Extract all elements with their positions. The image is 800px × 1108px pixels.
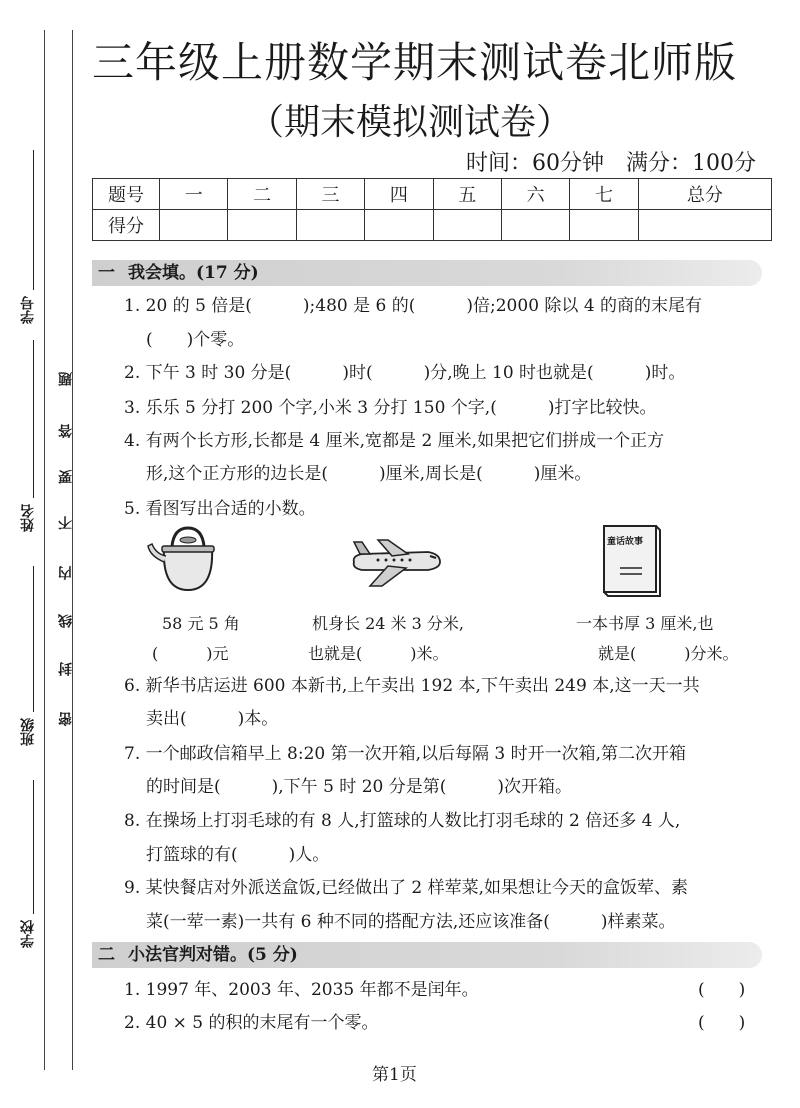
pic-caption: 一本书厚 3 厘米,也 xyxy=(576,614,714,633)
question-line: 形,这个正方形的边长是( )厘米,周长是( )厘米。 xyxy=(146,464,592,484)
book-cover-text: 童话故事 xyxy=(607,537,644,547)
seal-char-2: 答 xyxy=(58,424,74,438)
question-line: 1. 20 的 5 倍是( );480 是 6 的( )倍;2000 除以 4 的商的末尾有 xyxy=(124,296,703,316)
question-line: ( )个零。 xyxy=(146,330,245,350)
pic-caption: 也就是( )米。 xyxy=(308,644,449,663)
question-line: 3. 乐乐 5 分打 200 个字,小米 3 分打 150 个字,( )打字比较快。 xyxy=(124,398,657,418)
section-1-title: 我会填。(17 分) xyxy=(128,263,259,283)
question-line: 菜(一荤一素)一共有 6 种不同的搭配方法,还应该准备( )样素菜。 xyxy=(146,912,676,932)
student-id-label: 学号 xyxy=(20,296,36,324)
question-line: 5. 看图写出合适的小数。 xyxy=(124,499,316,519)
score-input-cell[interactable] xyxy=(160,210,228,241)
score-cell: 五 xyxy=(433,179,501,210)
school-label: 学校 xyxy=(20,920,36,948)
section-2-number: 二 xyxy=(98,945,115,965)
score-table xyxy=(92,178,772,241)
score-cell: 一 xyxy=(160,179,228,210)
score-input-cell[interactable] xyxy=(570,210,638,241)
section-2-header xyxy=(92,942,762,968)
school-blank[interactable] xyxy=(33,780,34,914)
name-blank[interactable] xyxy=(33,340,34,498)
name-label: 姓名 xyxy=(20,504,36,532)
score-cell: 六 xyxy=(501,179,569,210)
question-line: 9. 某快餐店对外派送盒饭,已经做出了 2 样荤菜,如果想让今天的盒饭荤、素 xyxy=(124,878,689,898)
score-cell: 题号 xyxy=(93,179,160,210)
binding-line-outer xyxy=(44,30,45,1070)
score-input-cell[interactable] xyxy=(365,210,433,241)
question-line: 7. 一个邮政信箱早上 8:20 第一次开箱,以后每隔 3 时开一次箱,第二次开箱 xyxy=(124,744,687,764)
score-table-score-row xyxy=(93,210,772,241)
score-table-header-row xyxy=(93,179,772,210)
airplane-icon xyxy=(348,536,444,588)
kettle-icon xyxy=(144,526,230,594)
section-1-header xyxy=(92,260,762,286)
time-and-score: 时间：60分钟 满分：100分 xyxy=(466,151,756,176)
question-line: 2. 下午 3 时 30 分是( )时( )分,晚上 10 时也就是( )时。 xyxy=(124,363,686,383)
score-input-cell[interactable] xyxy=(296,210,364,241)
score-input-cell[interactable] xyxy=(501,210,569,241)
score-cell: 四 xyxy=(365,179,433,210)
question-line: 卖出( )本。 xyxy=(146,709,279,729)
question-line: 的时间是( ),下午 5 时 20 分是第( )次开箱。 xyxy=(146,777,572,797)
page-subtitle: （期末模拟测试卷） xyxy=(248,102,573,143)
question-line: 6. 新华书店运进 600 本新书,上午卖出 192 本,下午卖出 249 本,这一天一共 xyxy=(124,676,700,696)
page-number: 第1页 xyxy=(372,1065,417,1085)
seal-char-1: 题 xyxy=(58,372,74,386)
class-label: 班级 xyxy=(20,718,36,746)
judge-answer-paren[interactable]: ( ) xyxy=(698,1013,746,1033)
score-cell: 二 xyxy=(228,179,296,210)
score-input-cell[interactable] xyxy=(638,210,771,241)
binding-line-inner xyxy=(72,30,73,1070)
seal-char-3: 要 xyxy=(58,470,74,484)
seal-char-6: 线 xyxy=(58,614,74,628)
pic-caption: ( )元 xyxy=(152,644,229,663)
section-1-number: 一 xyxy=(98,263,115,283)
score-cell: 总分 xyxy=(638,179,771,210)
seal-char-7: 封 xyxy=(58,662,74,676)
pic-caption: 就是( )分米。 xyxy=(598,644,739,663)
score-row-label: 得分 xyxy=(93,210,160,241)
question-line: 打篮球的有( )人。 xyxy=(146,845,330,865)
pic-caption: 机身长 24 米 3 分米, xyxy=(312,614,464,633)
class-blank[interactable] xyxy=(33,566,34,712)
score-cell: 三 xyxy=(296,179,364,210)
judge-answer-paren[interactable]: ( ) xyxy=(698,980,746,1000)
page-title: 三年级上册数学期末测试卷北师版 xyxy=(92,38,738,87)
pic-caption: 58 元 5 角 xyxy=(162,614,240,633)
judge-item: 1. 1997 年、2003 年、2035 年都不是闰年。 xyxy=(124,980,479,1000)
score-cell: 七 xyxy=(570,179,638,210)
question-line: 4. 有两个长方形,长都是 4 厘米,宽都是 2 厘米,如果把它们拼成一个正方 xyxy=(124,431,665,451)
section-2-title: 小法官判对错。(5 分) xyxy=(128,945,298,965)
seal-char-4: 不 xyxy=(58,516,74,530)
score-input-cell[interactable] xyxy=(433,210,501,241)
student-id-blank[interactable] xyxy=(33,150,34,290)
score-input-cell[interactable] xyxy=(228,210,296,241)
question-line: 8. 在操场上打羽毛球的有 8 人,打篮球的人数比打羽毛球的 2 倍还多 4 人, xyxy=(124,811,681,831)
seal-char-5: 内 xyxy=(58,566,74,580)
seal-char-8: 密 xyxy=(58,712,74,726)
judge-item: 2. 40 × 5 的积的末尾有一个零。 xyxy=(124,1013,379,1033)
